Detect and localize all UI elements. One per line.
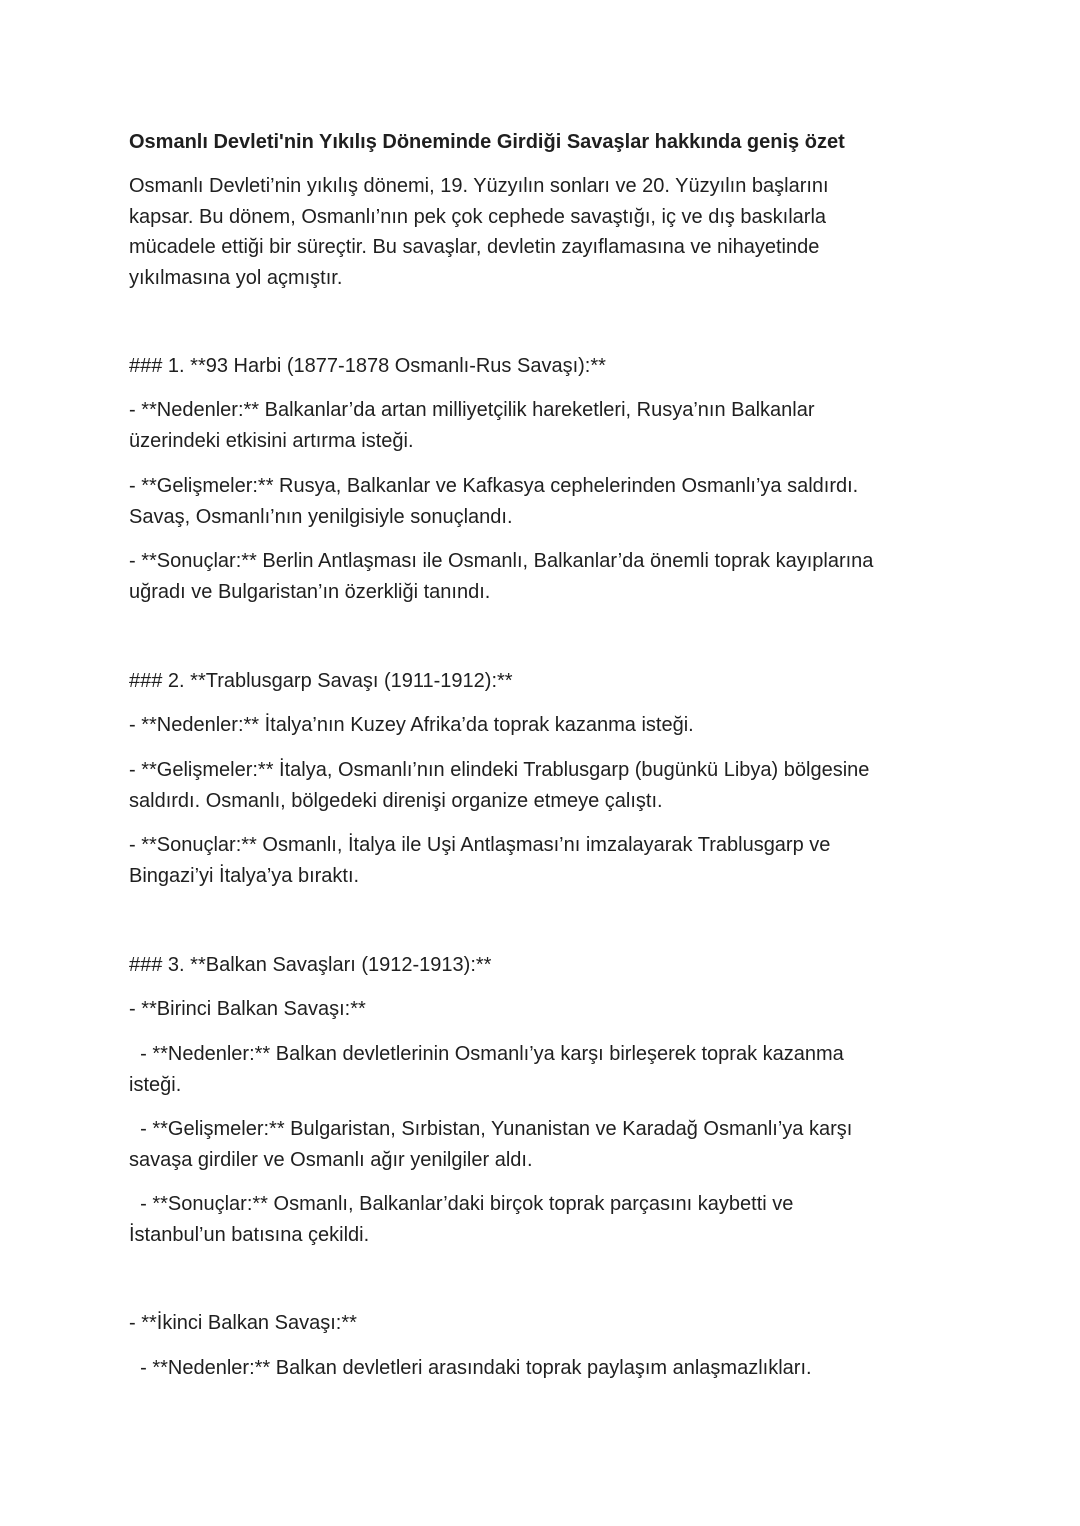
- list-item: - **İkinci Balkan Savaşı:**: [129, 1312, 357, 1334]
- list-item: - **Nedenler:** Balkan devletlerinin Osmanlı’ya karşı birleşerek toprak kazanma isteği.: [129, 1043, 844, 1096]
- list-item: - **Sonuçlar:** Berlin Antlaşması ile Osmanlı, Balkanlar’da önemli toprak kayıplarına uğradı ve Bulgaristan’ın özerkliği tanındı.: [129, 550, 874, 603]
- list-item: - **Nedenler:** Balkan devletleri arasındaki toprak paylaşım anlaşmazlıkları.: [129, 1357, 812, 1379]
- list-item: - **Gelişmeler:** İtalya, Osmanlı’nın elindeki Trablusgarp (bugünkü Libya) bölgesine saldırdı. Osmanlı, bölgedeki direnişi organize etmeye çalıştı.: [129, 759, 870, 812]
- list-item: - **Sonuçlar:** Osmanlı, Balkanlar’daki birçok toprak parçasını kaybetti ve İstanbul’un batısına çekildi.: [129, 1193, 794, 1246]
- list-item: - **Nedenler:** İtalya’nın Kuzey Afrika’da toprak kazanma isteği.: [129, 714, 694, 736]
- section-heading-93-harbi: ### 1. **93 Harbi (1877-1878 Osmanlı-Rus Savaşı):**: [129, 355, 606, 377]
- section-heading-trablusgarp: ### 2. **Trablusgarp Savaşı (1911-1912):**: [129, 670, 513, 692]
- document-title: Osmanlı Devleti'nin Yıkılış Döneminde Girdiği Savaşlar hakkında geniş özet: [129, 131, 845, 153]
- list-item: - **Gelişmeler:** Rusya, Balkanlar ve Kafkasya cephelerinden Osmanlı’ya saldırdı. Savaş, Osmanlı’nın yenilgisiyle sonuçlandı.: [129, 475, 859, 528]
- intro-paragraph: Osmanlı Devleti’nin yıkılış dönemi, 19. Yüzyılın sonları ve 20. Yüzyılın başlarını kapsar. Bu dönem, Osmanlı’nın pek çok cephede savaştığı, iç ve dış baskılarla mücadele ettiği bir süreçtir. Bu savaşlar, devletin zayıflamasına ve nihayetinde yıkılmasına yol açmıştır.: [129, 175, 829, 289]
- list-item: - **Nedenler:** Balkanlar’da artan milliyetçilik hareketleri, Rusya’nın Balkanlar üzerindeki etkisini artırma isteği.: [129, 399, 815, 452]
- section-heading-balkan-savaslari: ### 3. **Balkan Savaşları (1912-1913):**: [129, 954, 492, 976]
- list-item: - **Sonuçlar:** Osmanlı, İtalya ile Uşi Antlaşması’nı imzalayarak Trablusgarp ve Bingazi’yi İtalya’ya bıraktı.: [129, 834, 831, 887]
- list-item: - **Gelişmeler:** Bulgaristan, Sırbistan, Yunanistan ve Karadağ Osmanlı’ya karşı savaşa girdiler ve Osmanlı ağır yenilgiler aldı.: [129, 1118, 853, 1171]
- list-item: - **Birinci Balkan Savaşı:**: [129, 998, 366, 1020]
